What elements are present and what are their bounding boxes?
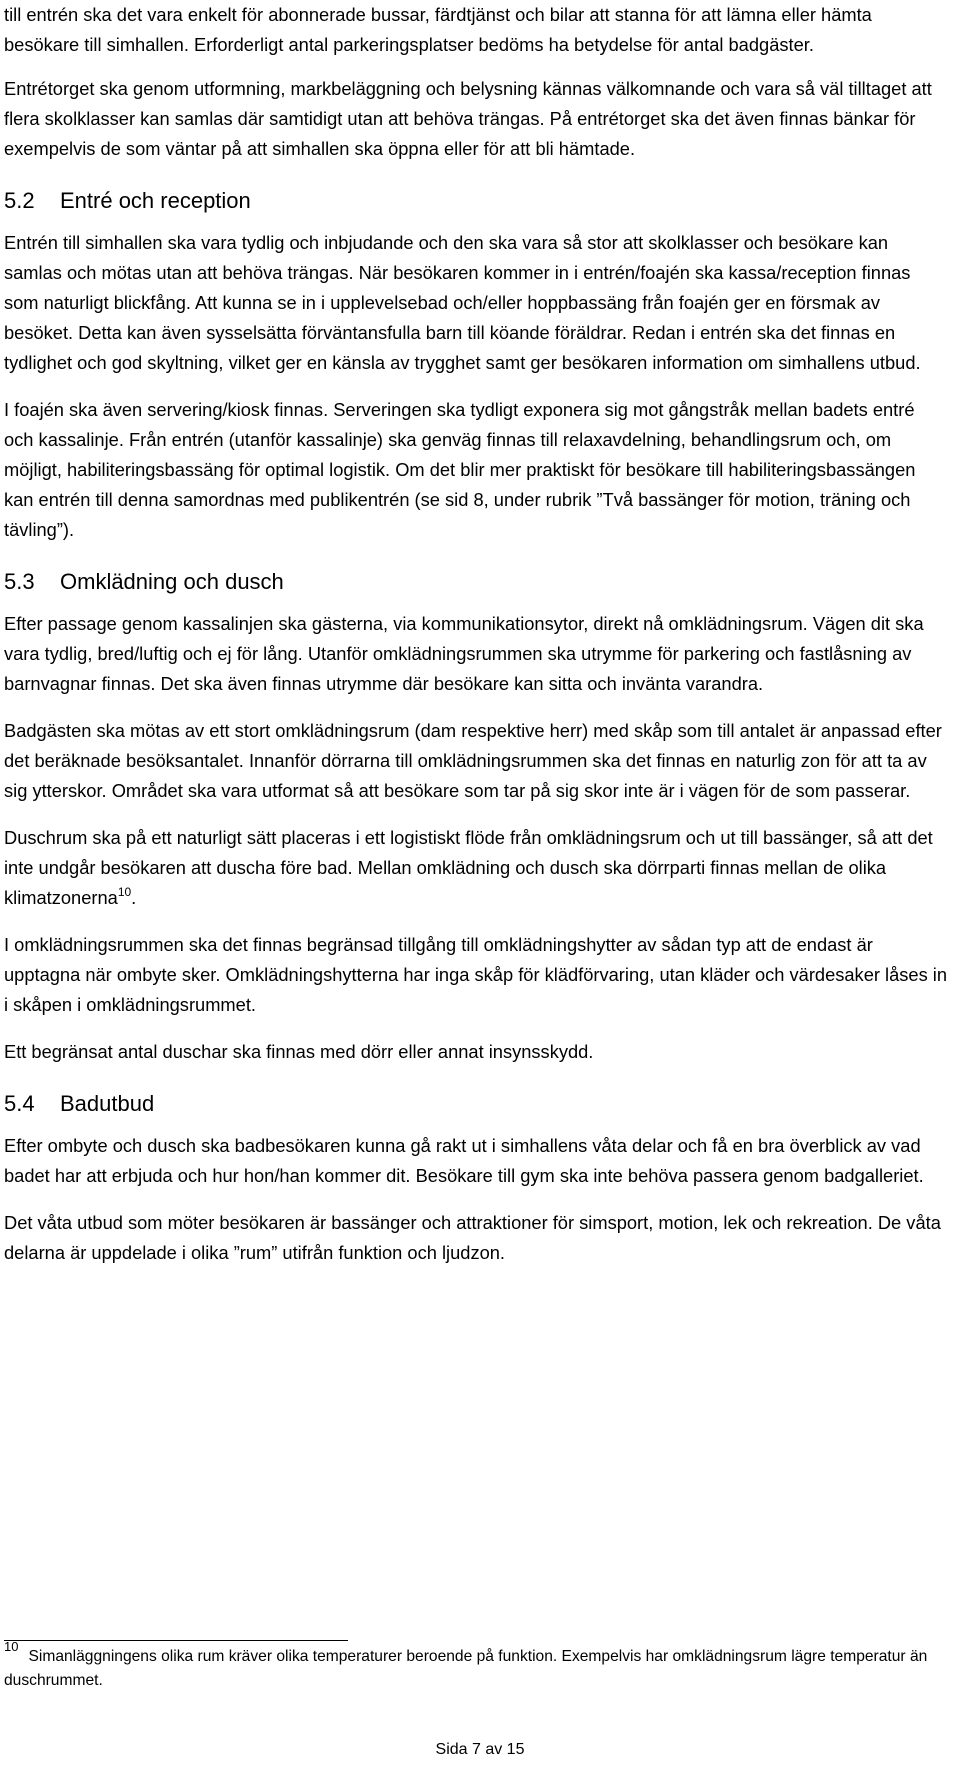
section-5-2-paragraph-2: I foajén ska även servering/kiosk finnas. Serveringen ska tydligt exponera sig mot gångstråk mellan badets entré och kassalinje. Från entrén (utanför kassalinje) ska genväg finnas till relaxavdelning, behandlingsrum och, om möjligt, habiliteringsbassäng för optimal logistik. Om det blir mer praktiskt för besökare till habiliteringsbassängen kan entrén till denna samordnas med publikentrén (se sid 8, under rubrik ”Två bassänger för motion, träning och tävling”). [4, 399, 916, 540]
heading-5-4-number: 5.4 [4, 1091, 35, 1116]
section-5-4-paragraph-1: Efter ombyte och dusch ska badbesökaren kunna gå rakt ut i simhallens våta delar och få en bra överblick av vad badet har att erbjuda och hur hon/han kommer dit. Besökare till gym ska inte behöva passera genom badgalleriet. [4, 1135, 924, 1186]
heading-5-4 [4, 1089, 948, 1119]
intro-paragraph-1: till entrén ska det vara enkelt för abonnerade bussar, färdtjänst och bilar att stanna för att lämna eller hämta besökare till simhallen. Erforderligt antal parkeringsplatser bedöms ha betydelse för antal badgäster. [4, 4, 872, 55]
section-5-4-paragraph-2: Det våta utbud som möter besökaren är bassänger och attraktioner för simsport, motion, lek och rekreation. De våta delarna är uppdelade i olika ”rum” utifrån funktion och ljudzon. [4, 1212, 941, 1263]
heading-5-3-number: 5.3 [4, 569, 35, 594]
heading-5-3-title: Omklädning och dusch [60, 569, 284, 594]
section-5-3-paragraph-3 [4, 823, 948, 913]
section-5-2-paragraph-1: Entrén till simhallen ska vara tydlig och inbjudande och den ska vara så stor att skolklasser och besökare kan samlas och mötas utan att behöva trängas. När besökaren kommer in i entrén/foajén ska kassa/reception finnas som naturligt blickfång. Att kunna se in i upplevelsebad och/eller hoppbassäng från foajén ger en försmak av besöket. Detta kan även sysselsätta förväntansfulla barn till köande föräldrar. Redan i entrén ska det finnas en tydlighet och god skyltning, vilket ger en känsla av trygghet samt ger besökaren information om simhallens utbud. [4, 232, 921, 373]
heading-5-2-number: 5.2 [4, 188, 35, 213]
body-text [4, 0, 948, 1285]
section-5-3-paragraph-5: Ett begränsat antal duschar ska finnas med dörr eller annat insynsskydd. [4, 1041, 594, 1062]
footnote-reference[interactable]: 10 [117, 885, 132, 899]
footnote [4, 1639, 944, 1693]
section-5-3-paragraph-3-text: Duschrum ska på ett naturligt sätt placeras i ett logistiskt flöde från omklädningsrum och ut till bassänger, så att det inte undgår besökaren att duscha före bad. Mellan omklädning och dusch ska dörrparti finnas mellan de olika klimatzonerna [4, 827, 933, 908]
footnote-number: 10 [4, 1639, 19, 1654]
heading-5-4-title: Badutbud [60, 1091, 155, 1116]
page-number: Sida 7 av 15 [435, 1741, 525, 1758]
section-5-3-paragraph-2: Badgästen ska mötas av ett stort omklädningsrum (dam respektive herr) med skåp som till antalet är anpassad efter det beräknade besöksantalet. Innanför dörrarna till omklädningsrummen ska det finnas en naturlig zon för att ta av sig ytterskor. Området ska vara utformat så att besökare som tar på sig skor inte är i vägen för de som passerar. [4, 720, 942, 801]
section-5-3-paragraph-3-end: . [131, 887, 137, 908]
heading-5-2 [4, 186, 948, 216]
footnote-divider [4, 1640, 348, 1641]
footnote-text: Simanläggningens olika rum kräver olika temperaturer beroende på funktion. Exempelvis har omklädningsrum lägre temperatur än duschrummet. [4, 1648, 928, 1689]
intro-paragraph-2: Entrétorget ska genom utformning, markbeläggning och belysning kännas välkomnande och vara så väl tilltaget att flera skolklasser kan samlas där samtidigt utan att behöva trängas. På entrétorget ska det även finnas bänkar för exempelvis de som väntar på att simhallen ska öppna eller för att bli hämtade. [4, 78, 932, 159]
heading-5-2-title: Entré och reception [60, 188, 251, 213]
heading-5-3 [4, 567, 948, 597]
section-5-3-paragraph-1: Efter passage genom kassalinjen ska gästerna, via kommunikationsytor, direkt nå omklädningsrum. Vägen dit ska vara tydlig, bred/luftig och ej för lång. Utanför omklädningsrummen ska utrymme för parkering och fastlåsning av barnvagnar finnas. Det ska även finnas utrymme där besökare kan sitta och invänta varandra. [4, 613, 924, 694]
section-5-3-paragraph-4: I omklädningsrummen ska det finnas begränsad tillgång till omklädningshytter av sådan typ att de endast är upptagna när ombyte sker. Omklädningshytterna har inga skåp för klädförvaring, utan kläder och värdesaker låses in i skåpen i omklädningsrummet. [4, 934, 948, 1015]
